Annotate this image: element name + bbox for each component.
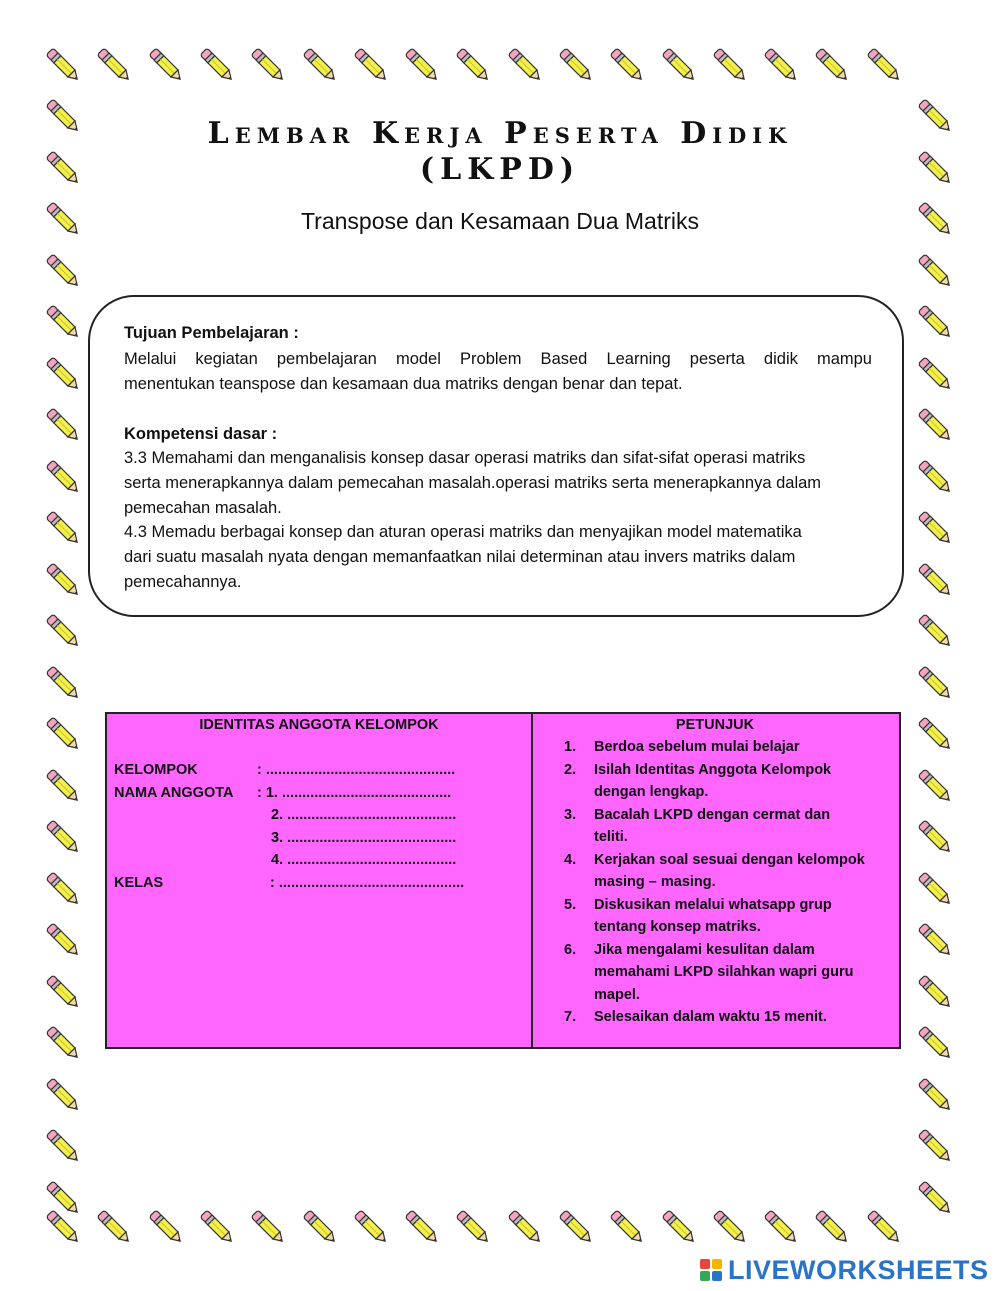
pencil-icon — [40, 1123, 86, 1169]
liveworksheets-logo-icon — [700, 1259, 722, 1281]
kd-line: 3.3 Memahami dan menganalisis konsep dasar operasi matriks dan sifat-sifat operasi matriks — [124, 449, 806, 467]
pencil-icon — [40, 608, 86, 654]
nama-anggota-field-3[interactable]: 3. .......................................... — [271, 830, 457, 846]
pencil-icon — [40, 866, 86, 912]
pencil-icon — [912, 866, 958, 912]
pencil-icon — [91, 42, 137, 88]
pencil-icon — [912, 814, 958, 860]
liveworksheets-brand: LIVEWORKSHEETS — [728, 1254, 989, 1285]
pencil-icon — [40, 351, 86, 397]
pencil-icon — [912, 351, 958, 397]
nama-anggota-field-1[interactable]: : 1. .......................................... — [257, 785, 452, 801]
pencil-icon — [399, 42, 445, 88]
petunjuk-list — [562, 736, 898, 1029]
pencil-icon — [912, 1072, 958, 1118]
pencil-icon — [40, 1175, 86, 1221]
pencil-icon — [758, 42, 804, 88]
pencil-icon — [912, 1020, 958, 1066]
pencil-icon — [912, 299, 958, 345]
tujuan-heading: Tujuan Pembelajaran : — [124, 324, 299, 342]
nama-anggota-field-4[interactable]: 4. .......................................... — [271, 852, 457, 868]
pencil-icon — [245, 1204, 291, 1250]
pencil-icon — [912, 660, 958, 706]
identity-heading: IDENTITAS ANGGOTA KELOMPOK — [199, 717, 439, 733]
pencil-icon — [40, 917, 86, 963]
pencil-icon — [912, 1175, 958, 1221]
pencil-icon — [553, 42, 599, 88]
pencil-icon — [912, 505, 958, 551]
list-item: 5. Diskusikan melalui whatsapp grup tentang konsep matriks. — [564, 896, 832, 935]
pencil-icon — [40, 402, 86, 448]
list-item: 6. Jika mengalami kesulitan dalam memahami LKPD silahkan wapri guru mapel. — [564, 941, 854, 1003]
pencil-icon — [40, 711, 86, 757]
pencil-icon — [194, 42, 240, 88]
pencil-icon — [40, 763, 86, 809]
pencil-icon — [40, 814, 86, 860]
list-item: 4. Kerjakan soal sesuai dengan kelompok masing – masing. — [564, 851, 865, 890]
kelas-label: KELAS — [114, 875, 164, 891]
pencil-icon — [40, 454, 86, 500]
pencil-icon — [502, 1204, 548, 1250]
pencil-icon — [194, 1204, 240, 1250]
pencil-icon — [707, 42, 753, 88]
pencil-icon — [40, 969, 86, 1015]
pencil-icon — [758, 1204, 804, 1250]
pencil-icon — [912, 608, 958, 654]
pencil-icon — [809, 42, 855, 88]
pencil-icon — [912, 969, 958, 1015]
pencil-icon — [861, 1204, 907, 1250]
nama-anggota-label: NAMA ANGGOTA — [114, 785, 234, 801]
pencil-icon — [502, 42, 548, 88]
pencil-icon — [912, 402, 958, 448]
kelompok-field[interactable]: : ............................................... — [257, 762, 456, 778]
pencil-icon — [297, 1204, 343, 1250]
nama-anggota-field-2[interactable]: 2. .......................................... — [271, 807, 457, 823]
tujuan-text-line2: menentukan teanspose dan kesamaan dua matriks dengan benar dan tepat. — [124, 375, 683, 393]
pencil-icon — [40, 42, 86, 88]
pencil-icon — [604, 42, 650, 88]
pencil-icon — [40, 1072, 86, 1118]
pencil-icon — [912, 248, 958, 294]
liveworksheets-logo[interactable] — [700, 1256, 989, 1284]
pencil-icon — [809, 1204, 855, 1250]
worksheet-title: Lembar Kerja Peserta Didik — [207, 116, 793, 151]
pencil-icon — [348, 1204, 394, 1250]
pencil-icon — [450, 42, 496, 88]
pencil-icon — [912, 557, 958, 603]
pencil-icon — [40, 1020, 86, 1066]
pencil-icon — [861, 42, 907, 88]
petunjuk-heading: PETUNJUK — [675, 717, 755, 733]
pencil-icon — [245, 42, 291, 88]
pencil-icon — [143, 42, 189, 88]
table-divider — [531, 714, 533, 1047]
pencil-icon — [912, 1123, 958, 1169]
pencil-icon — [91, 1204, 137, 1250]
pencil-icon — [912, 454, 958, 500]
pencil-icon — [912, 763, 958, 809]
kd-line: pemecahan masalah. — [124, 499, 282, 517]
pencil-icon — [40, 505, 86, 551]
pencil-icon — [297, 42, 343, 88]
pencil-icon — [40, 660, 86, 706]
list-item: 3. Bacalah LKPD dengan cermat dan teliti. — [564, 806, 831, 845]
kd-line: serta menerapkannya dalam pemecahan masalah.operasi matriks serta menerapkannya dalam — [124, 474, 822, 492]
pencil-icon — [399, 1204, 445, 1250]
pencil-icon — [40, 248, 86, 294]
tujuan-text-line1: Melalui kegiatan pembelajaran model Problem Based Learning peserta didik mampu — [124, 350, 872, 368]
kelompok-label: KELOMPOK — [114, 762, 198, 778]
pencil-icon — [912, 917, 958, 963]
list-item: 7. Selesaikan dalam waktu 15 menit. — [564, 1009, 827, 1025]
kompetensi-heading: Kompetensi dasar : — [124, 425, 278, 443]
pencil-icon — [40, 299, 86, 345]
worksheet-title-abbrev: (LKPD) — [419, 152, 581, 187]
pencil-icon — [707, 1204, 753, 1250]
pencil-icon — [450, 1204, 496, 1250]
pencil-icon — [348, 42, 394, 88]
pencil-icon — [40, 557, 86, 603]
kd-line: 4.3 Memadu berbagai konsep dan aturan operasi matriks dan menyajikan model matematika — [124, 523, 802, 541]
pencil-icon — [656, 1204, 702, 1250]
pencil-icon — [604, 1204, 650, 1250]
list-item: 2. Isilah Identitas Anggota Kelompok dengan lengkap. — [564, 761, 832, 800]
pencil-icon — [143, 1204, 189, 1250]
worksheet-subtitle: Transpose dan Kesamaan Dua Matriks — [300, 208, 699, 234]
kd-line: pemecahannya. — [124, 573, 242, 591]
pencil-icon — [912, 711, 958, 757]
list-item: 1. Berdoa sebelum mulai belajar — [564, 739, 800, 755]
kelas-field[interactable]: : .............................................. — [270, 875, 465, 891]
pencil-icon — [553, 1204, 599, 1250]
kd-line: dari suatu masalah nyata dengan memanfaatkan nilai determinan atau invers matriks dalam — [124, 548, 796, 566]
pencil-icon — [656, 42, 702, 88]
